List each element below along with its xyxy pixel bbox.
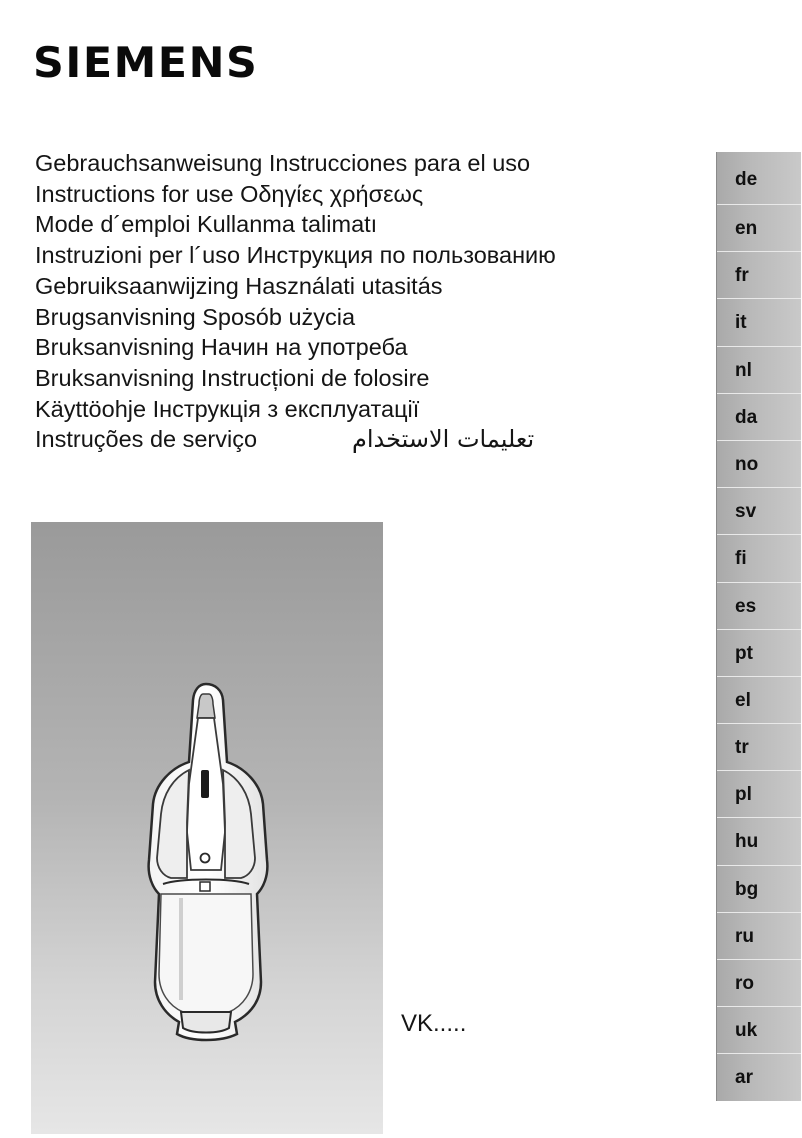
arabic-title: تعليمات الاستخدام bbox=[352, 425, 535, 453]
product-photo bbox=[31, 522, 383, 1134]
title-line: Gebruiksaanwijzing Használati utasitás bbox=[35, 272, 443, 299]
language-tab-el[interactable]: el bbox=[717, 676, 801, 723]
language-tab-bg[interactable]: bg bbox=[717, 865, 801, 912]
language-tab-ru[interactable]: ru bbox=[717, 912, 801, 959]
language-tab-ar[interactable]: ar bbox=[717, 1053, 801, 1100]
title-line: Instruções de serviço bbox=[35, 426, 258, 453]
title-line: Brugsanvisning Sposób użycia bbox=[35, 303, 356, 330]
title-line: Bruksanvisning Instrucționi de folosire bbox=[35, 364, 430, 391]
power-switch bbox=[201, 770, 209, 798]
manual-titles-list bbox=[35, 148, 556, 455]
language-tab-nl[interactable]: nl bbox=[717, 346, 801, 393]
language-tab-tr[interactable]: tr bbox=[717, 723, 801, 770]
language-tab-sv[interactable]: sv bbox=[717, 487, 801, 534]
language-tab-no[interactable]: no bbox=[717, 440, 801, 487]
language-tab-pt[interactable]: pt bbox=[717, 629, 801, 676]
language-tab-fr[interactable]: fr bbox=[717, 251, 801, 298]
handheld-vacuum-illustration bbox=[31, 522, 383, 1134]
title-line: Instruzioni per l´uso Инструкция по пользованию bbox=[35, 242, 556, 269]
language-tab-de[interactable]: de bbox=[717, 152, 801, 204]
language-tab-pl[interactable]: pl bbox=[717, 770, 801, 817]
title-line: Käyttöohje Інструкція з експлуатації bbox=[35, 395, 420, 422]
language-tab-it[interactable]: it bbox=[717, 298, 801, 345]
model-number: VK..... bbox=[401, 1010, 467, 1037]
language-tab-en[interactable]: en bbox=[717, 204, 801, 251]
language-tab-da[interactable]: da bbox=[717, 393, 801, 440]
language-tab-hu[interactable]: hu bbox=[717, 817, 801, 864]
language-tab-es[interactable]: es bbox=[717, 582, 801, 629]
title-line: Mode d´emploi Kullanma talimatı bbox=[35, 211, 378, 238]
language-tab-fi[interactable]: fi bbox=[717, 534, 801, 581]
language-tab-uk[interactable]: uk bbox=[717, 1006, 801, 1053]
title-line: Gebrauchsanweisung Instrucciones para el uso bbox=[35, 150, 531, 176]
siemens-logo: SIEMENS bbox=[33, 38, 259, 87]
language-tab-ro[interactable]: ro bbox=[717, 959, 801, 1006]
title-line: Bruksanvisning Начин на употреба bbox=[35, 334, 408, 361]
title-line: Instructions for use Οδηγίες χρήσεως bbox=[35, 180, 424, 207]
language-tabs bbox=[716, 152, 801, 1101]
